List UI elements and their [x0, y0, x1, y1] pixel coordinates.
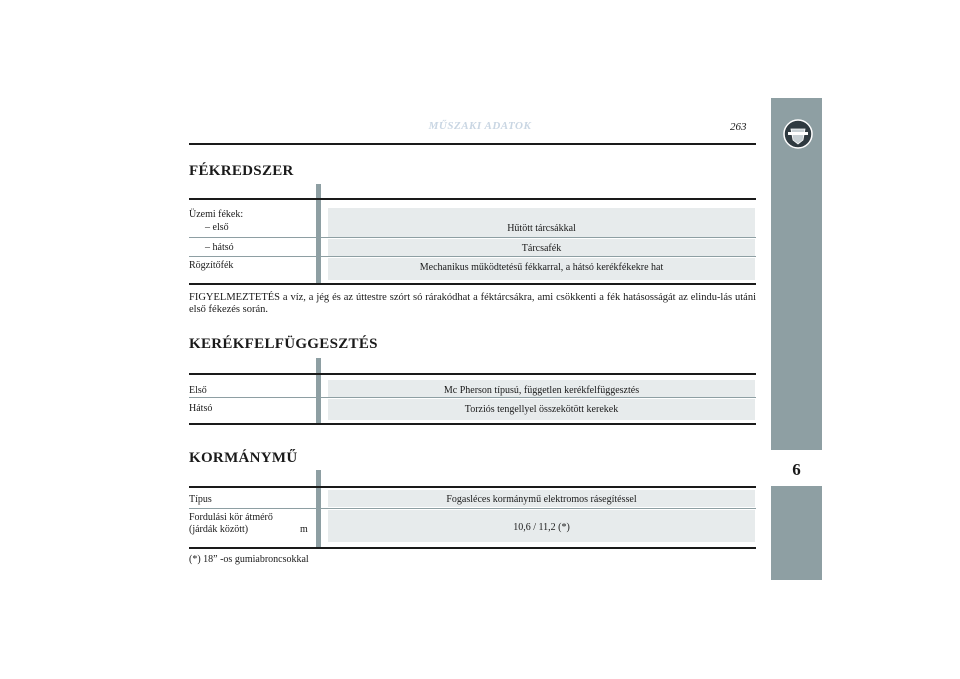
brakes-label-service: Üzemi fékek: [189, 209, 244, 220]
steering-unit: m [300, 524, 308, 535]
steering-value-type: Fogasléces kormánymű elektromos rásegítéssel [328, 490, 755, 507]
steering-value-turning-circle: 10,6 / 11,2 (*) [328, 510, 755, 542]
steering-label-turning-circle: Fordulási kör átmérő [189, 512, 273, 523]
table-bottom-rule [189, 283, 756, 285]
row-separator [189, 508, 756, 509]
brand-shield-icon [782, 118, 814, 150]
chapter-number: 6 [771, 454, 822, 486]
page-number: 263 [730, 121, 747, 133]
table-bottom-rule [189, 547, 756, 549]
table-top-rule [189, 373, 756, 375]
steering-footnote: (*) 18” -os gumiabroncsokkal [189, 554, 309, 565]
row-separator [189, 256, 756, 257]
table-bottom-rule [189, 423, 756, 425]
table-divider-bar [316, 358, 321, 424]
brakes-label-rear: – hátsó [205, 242, 234, 253]
steering-label-kerb: (járdák között) [189, 524, 249, 535]
suspension-label-rear: Hátsó [189, 403, 213, 414]
steering-label-type: Típus [189, 494, 212, 505]
brakes-warning-text: FIGYELMEZTETÉS a víz, a jég és az úttestre szórt só rárakódhat a féktárcsákra, ami csökkenti a fék hatásosságát az elindu-lás utáni első fékezés során. [189, 292, 756, 315]
section-title-brakes: FÉKREDSZER [189, 163, 294, 179]
brakes-value-rear: Tárcsafék [328, 239, 755, 256]
running-header-title: MŰSZAKI ADATOK [428, 120, 532, 132]
row-separator [189, 237, 756, 238]
brakes-value-front: Hűtött tárcsákkal [328, 208, 755, 237]
suspension-label-front: Első [189, 385, 207, 396]
brakes-label-front: – első [205, 222, 229, 233]
suspension-value-rear: Torziós tengellyel összekötött kerekek [328, 399, 755, 420]
table-top-rule [189, 198, 756, 200]
row-separator [189, 397, 756, 398]
table-divider-bar [316, 470, 321, 549]
chapter-tab-lower [771, 486, 822, 580]
header-rule [189, 143, 756, 145]
chapter-tab-upper [771, 98, 822, 450]
brakes-value-parking: Mechanikus működtetésű fékkarral, a hátsó kerékfékekre hat [328, 258, 755, 280]
suspension-value-front: Mc Pherson típusú, független kerékfelfüggesztés [328, 380, 755, 397]
brakes-label-parking: Rögzítőfék [189, 260, 234, 271]
table-top-rule [189, 486, 756, 488]
section-title-suspension: KERÉKFELFÜGGESZTÉS [189, 336, 378, 352]
section-title-steering: KORMÁNYMŰ [189, 450, 298, 466]
